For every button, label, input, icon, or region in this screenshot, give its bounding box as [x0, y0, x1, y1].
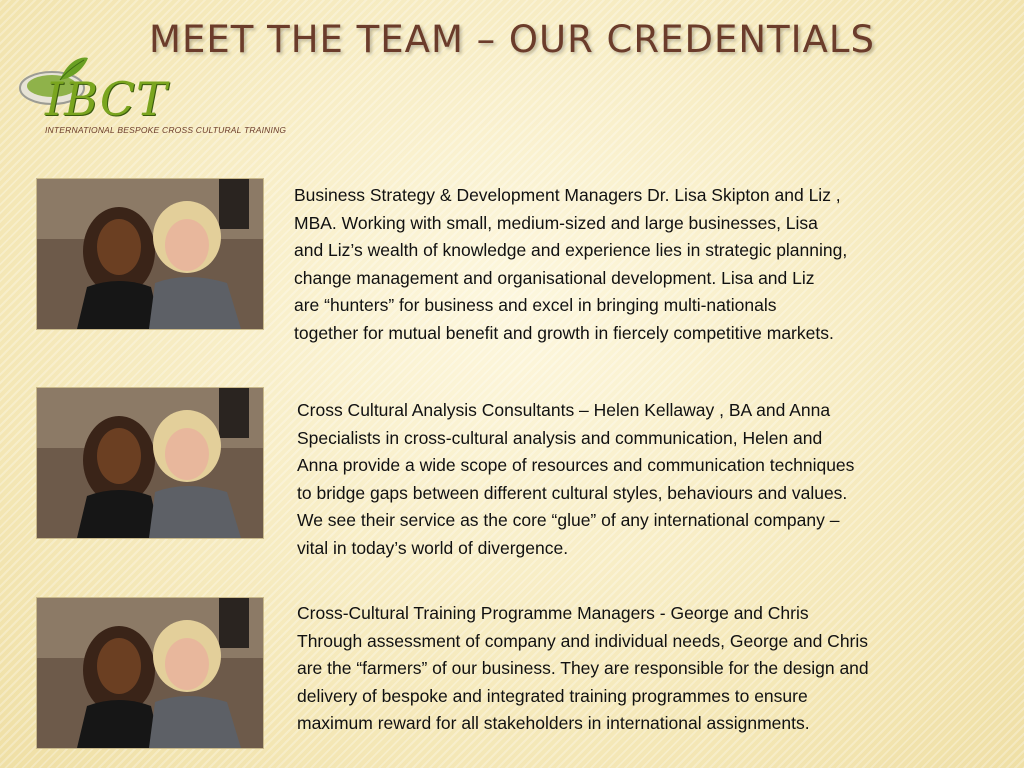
section-training-programme: [297, 600, 1017, 738]
section-line: Cross-Cultural Training Programme Managers - George and Chris: [297, 603, 809, 623]
logo-wordmark: IBCT: [45, 72, 168, 126]
team-photo-3: [36, 597, 264, 749]
section-line: Business Strategy & Development Managers Dr. Lisa Skipton and Liz ,: [294, 185, 841, 205]
section-line: are “hunters” for business and excel in bringing multi-nationals: [294, 295, 777, 315]
section-line: together for mutual benefit and growth in fiercely competitive markets.: [294, 322, 834, 343]
logo-tagline: INTERNATIONAL BESPOKE CROSS CULTURAL TRAINING: [45, 125, 287, 135]
section-line: Cross Cultural Analysis Consultants – Helen Kellaway , BA and Anna: [297, 400, 831, 420]
section-line: delivery of bespoke and integrated training programmes to ensure: [297, 685, 808, 706]
team-photo-2: [36, 387, 264, 539]
section-line: MBA. Working with small, medium-sized and large businesses, Lisa: [294, 212, 818, 233]
section-business-strategy: [294, 182, 1009, 347]
section-line: maximum reward for all stakeholders in international assignments.: [297, 713, 810, 733]
section-cross-cultural-analysis: [297, 397, 1012, 562]
section-line: Specialists in cross-cultural analysis and communication, Helen and: [297, 427, 823, 448]
section-line: change management and organisational development. Lisa and Liz: [294, 267, 815, 288]
section-line: vital in today’s world of divergence.: [297, 537, 569, 558]
section-line: We see their service as the core “glue” of any international company –: [297, 510, 840, 530]
section-line: and Liz’s wealth of knowledge and experience lies in strategic planning,: [294, 240, 848, 260]
section-line: are the “farmers” of our business. They are responsible for the design and: [297, 658, 869, 678]
section-line: Anna provide a wide scope of resources and communication techniques: [297, 455, 855, 475]
team-photo-1: [36, 178, 264, 330]
section-line: to bridge gaps between different cultural styles, behaviours and values.: [297, 482, 848, 503]
section-line: Through assessment of company and individual needs, George and Chris: [297, 630, 869, 651]
page-title: MEET THE TEAM – OUR CREDENTIALS: [149, 18, 875, 61]
